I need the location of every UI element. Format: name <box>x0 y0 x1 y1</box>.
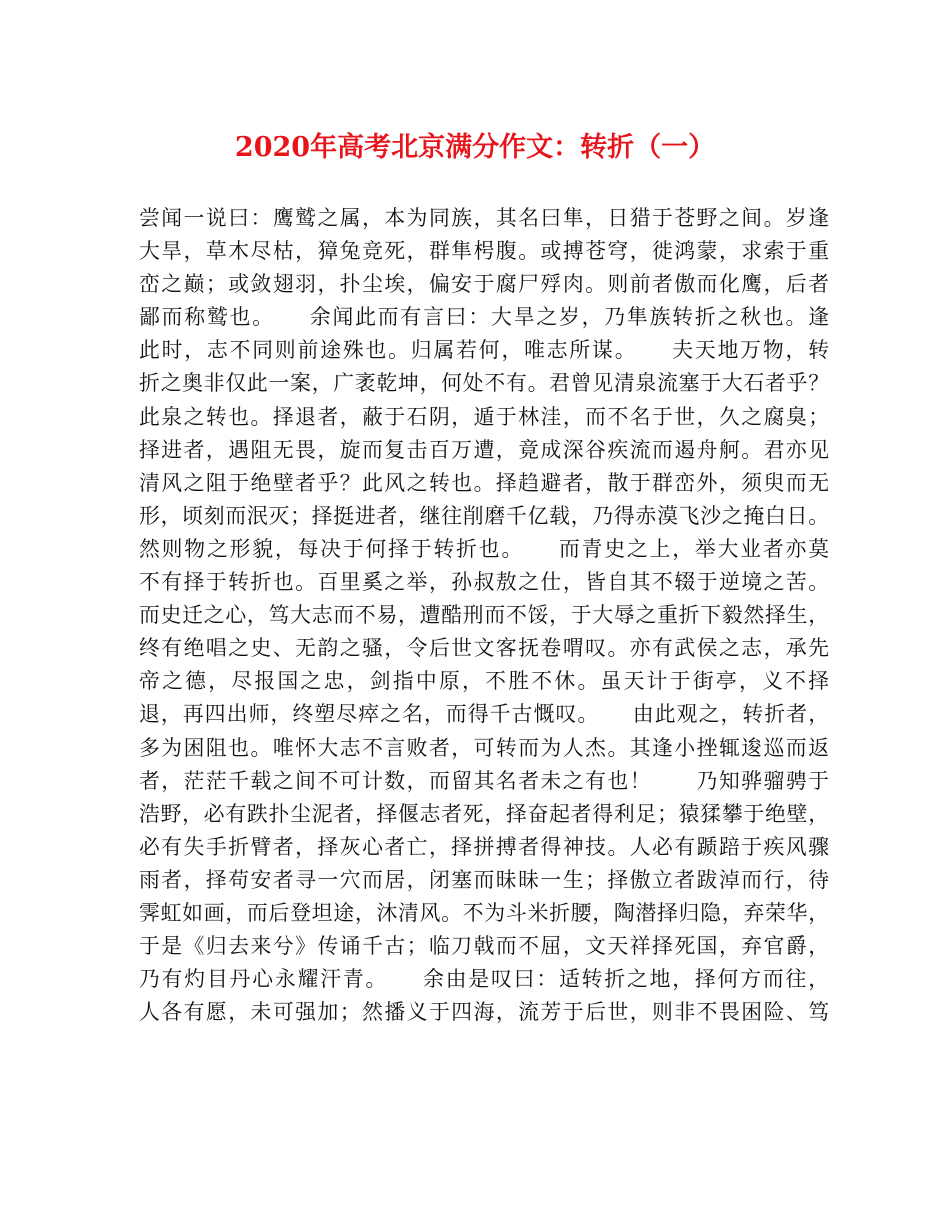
text-line: 择进者，遇阻无畏，旋而复击百万遭，竟成深谷疾流而遏舟舸。君亦见 <box>139 437 829 462</box>
text-line: 人各有愿，未可强加；然播义于四海，流芳于后世，则非不畏困险、笃 <box>139 1000 829 1025</box>
text-line: 尝闻一说曰：鹰鹫之属，本为同族，其名曰隼，日猎于苍野之间。岁逢 <box>139 206 829 230</box>
text-line: 必有失手折臂者，择灰心者亡，择拼搏者得神技。人必有踬踣于疾风骤 <box>139 834 829 859</box>
text-line: 折之奥非仅此一案，广袤乾坤，何处不有。君曾见清泉流塞于大石者乎？ <box>139 371 829 396</box>
text-line: 终有绝唱之史、无韵之骚，令后世文客抚卷喟叹。亦有武侯之志，承先 <box>139 636 829 661</box>
document-title: 2020年高考北京满分作文：转折（一） <box>234 132 716 163</box>
text-line: 帝之德，尽报国之忠，剑指中原，不胜不休。虽天计于街亭，义不择 <box>139 669 829 694</box>
text-line: 不有择于转折也。百里奚之举，孙叔敖之仕，皆自其不辍于逆境之苦。 <box>139 570 829 595</box>
text-line: 乃有灼目丹心永耀汗青。 余由是叹曰：适转折之地，择何方而往， <box>139 967 829 992</box>
text-line: 峦之巅；或敛翅羽，扑尘埃，偏安于腐尸殍肉。则前者傲而化鹰，后者 <box>139 272 829 297</box>
text-line: 者，茫茫千载之间不可计数，而留其名者未之有也！ 乃知骅骝骋于 <box>139 768 829 793</box>
text-line: 退，再四出师，终塑尽瘁之名，而得千古慨叹。 由此观之，转折者， <box>139 702 829 727</box>
text-line: 此时，志不同则前途殊也。归属若何，唯志所谋。 夫天地万物，转 <box>139 338 829 363</box>
text-line: 然则物之形貌，每决于何择于转折也。 而青史之上，举大业者亦莫 <box>139 536 829 561</box>
text-line: 多为困阻也。唯怀大志不言败者，可转而为人杰。其逢小挫辄逡巡而返 <box>139 735 829 760</box>
text-line: 此泉之转也。择退者，蔽于石阴，遁于林洼，而不名于世，久之腐臭； <box>139 404 829 429</box>
text-line: 霁虹如画，而后登坦途，沐清风。不为斗米折腰，陶潜择归隐，弃荣华， <box>139 900 829 925</box>
text-line: 形，顷刻而泯灭；择挺进者，继往削磨千亿载，乃得赤漠飞沙之掩白日。 <box>139 503 829 528</box>
text-line: 大旱，草木尽枯，獐兔竞死，群隼枵腹。或搏苍穹，徙鸿蒙，求索于重 <box>139 239 829 264</box>
text-line: 浩野，必有跌扑尘泥者，择偃志者死，择奋起者得利足；猿猱攀于绝壁， <box>139 801 829 826</box>
text-line: 清风之阻于绝壁者乎？此风之转也。择趋避者，散于群峦外，须臾而无 <box>139 470 829 495</box>
text-line: 雨者，择苟安者寻一穴而居，闭塞而昧昧一生；择傲立者跋淖而行，待 <box>139 867 829 892</box>
text-line: 于是《归去来兮》传诵千古；临刀戟而不屈，文天祥择死国，弃官爵， <box>139 934 829 959</box>
essay-body <box>139 202 829 1029</box>
text-line: 鄙而称鹫也。 余闻此而有言曰：大旱之岁，乃隼族转折之秋也。逢 <box>139 305 829 330</box>
text-line: 而史迁之心，笃大志而不易，遭酷刑而不馁，于大辱之重折下毅然择生， <box>139 603 829 628</box>
